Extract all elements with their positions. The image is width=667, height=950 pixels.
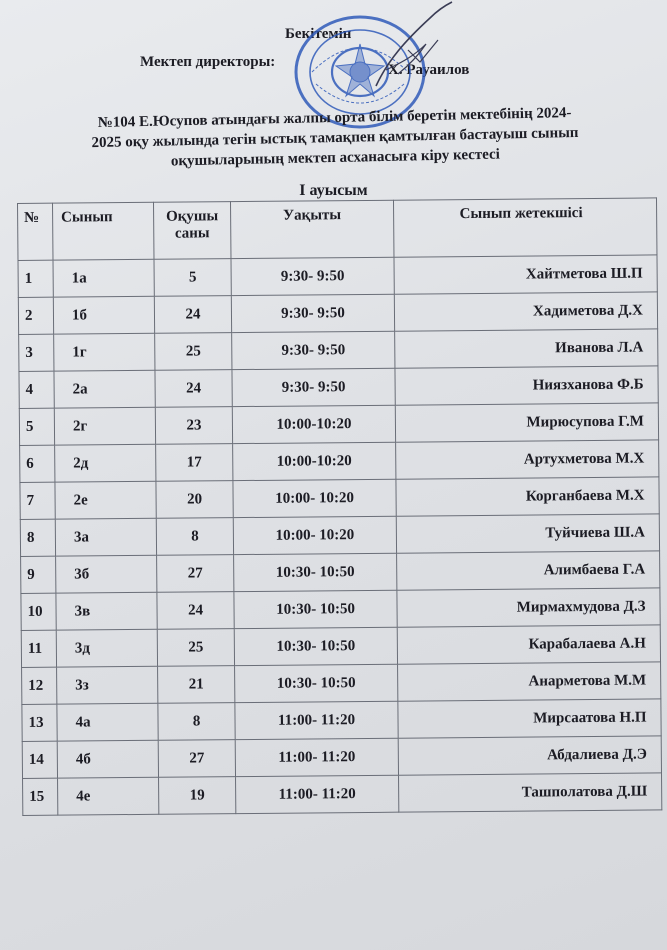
row-time: 10:30- 10:50 [234,553,397,591]
schedule-table [17,197,662,816]
row-class: 1б [53,296,154,334]
director-name: Х. Рауаилов [388,62,470,78]
row-class-teacher: Ташполатова Д.Ш [399,773,662,812]
row-number: 7 [20,482,55,519]
row-class-teacher: Ниязханова Ф.Б [395,366,658,405]
row-class-teacher: Хадиметова Д.Х [394,292,657,331]
row-student-count: 19 [159,777,236,815]
row-class-teacher: Мирмахмудова Д.З [397,588,660,627]
row-number: 9 [21,556,56,593]
table-row [18,255,657,298]
row-class: 3б [56,555,157,593]
row-number: 1 [18,260,53,297]
row-time: 10:30- 10:50 [234,590,397,628]
row-time: 11:00- 11:20 [235,701,398,739]
row-student-count: 24 [155,370,232,408]
table-row [22,699,661,742]
row-class: 2д [55,444,156,482]
header-class: Сынып [53,202,154,260]
row-number: 2 [18,297,53,334]
row-class: 3в [56,592,157,630]
row-student-count: 21 [158,666,235,704]
row-class-teacher: Хайтметова Ш.П [394,255,657,294]
row-number: 5 [19,408,54,445]
row-class-teacher: Мирюсупова Г.М [395,403,658,442]
row-class-teacher: Карабалаева А.Н [397,625,660,664]
row-time: 10:00-10:20 [233,442,396,480]
title-line-3: оқушыларының мектеп асханасыға кіру кестесі [170,146,501,170]
row-class: 4а [57,703,158,741]
table-row [19,366,658,409]
row-class: 2а [54,370,155,408]
row-student-count: 25 [157,629,234,667]
table-row [18,292,657,335]
approval-word: Бекітемін [285,26,352,42]
row-class: 2е [55,481,156,519]
table-row [20,514,659,557]
row-class-teacher: Абдалиева Д.Э [398,736,661,775]
row-time: 9:30- 9:50 [232,368,395,406]
row-number: 11 [21,630,56,667]
row-student-count: 24 [157,592,234,630]
table-row [20,477,659,520]
row-class: 1г [54,333,155,371]
row-class: 3д [56,629,157,667]
row-class-teacher: Корганбаева М.Х [396,477,659,516]
title-line-1: №104 Е.Юсупов атындағы жалпы орта білім беретін мектебінің 2024- [97,105,572,131]
row-student-count: 27 [158,740,235,778]
signature-icon [368,0,458,100]
table-row [20,440,659,483]
row-class-teacher: Алимбаева Г.А [397,551,660,590]
row-class: 2г [54,407,155,445]
row-time: 10:30- 10:50 [235,664,398,702]
row-class-teacher: Мирсаатова Н.П [398,699,661,738]
row-class: 4б [57,740,158,778]
header-number: № [18,203,53,260]
row-number: 12 [22,667,57,704]
row-time: 10:00- 10:20 [233,479,396,517]
table-row [21,625,660,668]
table-row [22,736,661,779]
table-body [18,255,662,816]
table-row [19,329,658,372]
row-number: 3 [19,334,54,371]
document-title [19,101,650,174]
row-student-count: 25 [155,333,232,371]
row-class: 4е [58,777,159,815]
row-number: 10 [21,593,56,630]
row-class-teacher: Артухметова М.Х [396,440,659,479]
shift-label: I ауысым [299,182,368,199]
row-number: 4 [19,371,54,408]
row-student-count: 8 [156,518,233,556]
header-time: Уақыты [230,200,393,258]
row-class: 3а [55,518,156,556]
row-student-count: 5 [154,259,231,297]
row-number: 14 [22,741,57,778]
row-number: 13 [22,704,57,741]
row-time: 10:00- 10:20 [233,516,396,554]
row-class-teacher: Туйчиева Ш.А [396,514,659,553]
table-row [22,662,661,705]
row-number: 15 [23,778,58,815]
row-class: 3з [57,666,158,704]
row-student-count: 24 [154,296,231,334]
row-student-count: 8 [158,703,235,741]
row-time: 10:30- 10:50 [234,627,397,665]
row-class-teacher: Иванова Л.А [395,329,658,368]
table-row [21,551,660,594]
row-number: 8 [20,519,55,556]
row-number: 6 [20,445,55,482]
row-class: 1а [53,259,154,297]
table-header-row [18,198,657,261]
row-time: 10:00-10:20 [232,405,395,443]
row-time: 9:30- 9:50 [232,331,395,369]
header-class-teacher: Сынып жетекшісі [393,198,656,257]
row-student-count: 27 [157,555,234,593]
table-row [19,403,658,446]
table-row [21,588,660,631]
row-student-count: 23 [155,407,232,445]
row-time: 11:00- 11:20 [236,775,399,813]
row-time: 9:30- 9:50 [231,257,394,295]
director-label: Мектеп директоры: [140,54,276,70]
header-student-count: Оқушы саны [153,202,230,260]
row-student-count: 20 [156,481,233,519]
row-student-count: 17 [156,444,233,482]
table-row [23,773,662,816]
row-time: 11:00- 11:20 [235,738,398,776]
row-class-teacher: Анарметова М.М [398,662,661,701]
title-line-2: 2025 оқу жылында тегін ыстық тамақпен қамтылған бастауыш сынып [91,124,579,152]
row-time: 9:30- 9:50 [231,294,394,332]
